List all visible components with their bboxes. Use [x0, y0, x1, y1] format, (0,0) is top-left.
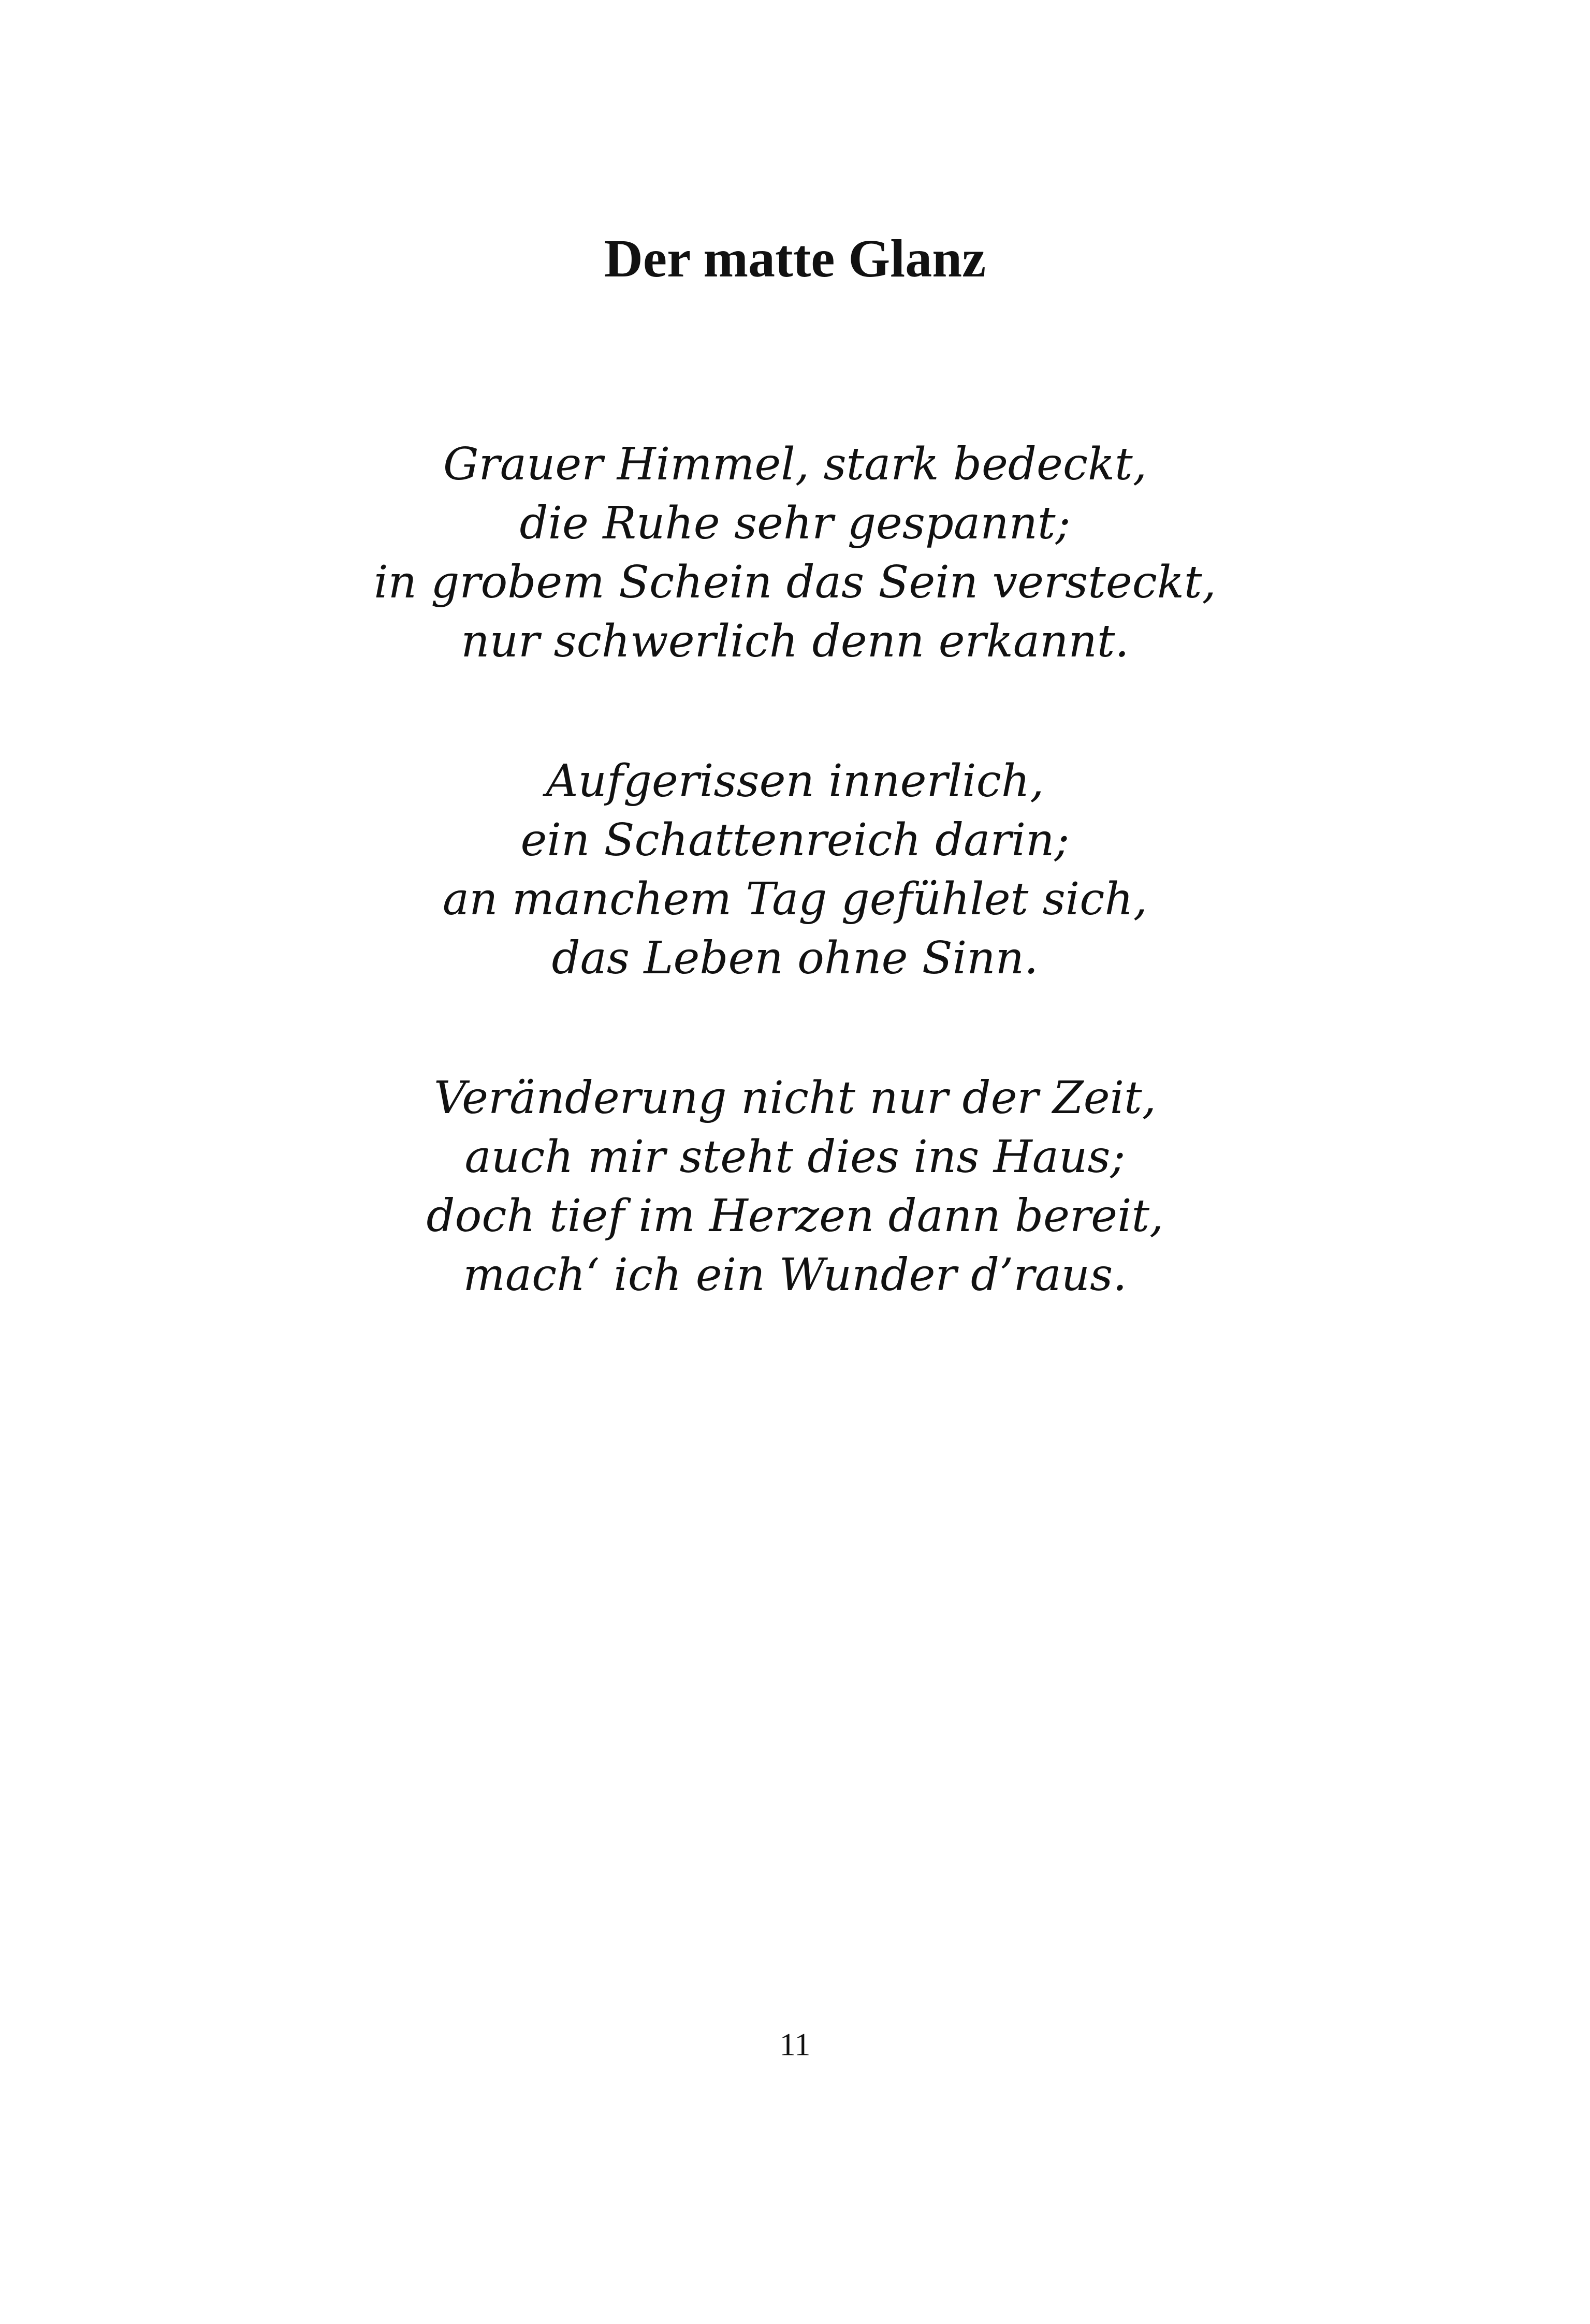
stanza-1: [0, 435, 1590, 671]
poem-line: nur schwerlich denn erkannt.: [461, 616, 1129, 667]
poem-line: auch mir steht dies ins Haus;: [464, 1131, 1126, 1183]
poem-line: das Leben ohne Sinn.: [551, 932, 1039, 984]
poem-line: Grauer Himmel, stark bedeckt,: [443, 439, 1147, 490]
poem-line: Aufgerissen innerlich,: [546, 755, 1044, 807]
poem-line: Veränderung nicht nur der Zeit,: [433, 1072, 1157, 1124]
poem-title: Der matte Glanz: [604, 229, 986, 288]
stanza-2: [0, 752, 1590, 988]
page-number: 11: [779, 2027, 811, 2063]
poem-line: die Ruhe sehr gespannt;: [519, 498, 1071, 549]
poem-line: mach‘ ich ein Wunder d’raus.: [463, 1249, 1127, 1301]
poem-body: [0, 435, 1590, 1385]
poem-line: an manchem Tag gefühlet sich,: [442, 873, 1148, 925]
poem-line: ein Schattenreich darin;: [520, 814, 1070, 866]
poem-line: doch tief im Herzen dann bereit,: [426, 1190, 1164, 1242]
poem-line: in grobem Schein das Sein versteckt,: [374, 557, 1216, 608]
stanza-3: [0, 1069, 1590, 1305]
